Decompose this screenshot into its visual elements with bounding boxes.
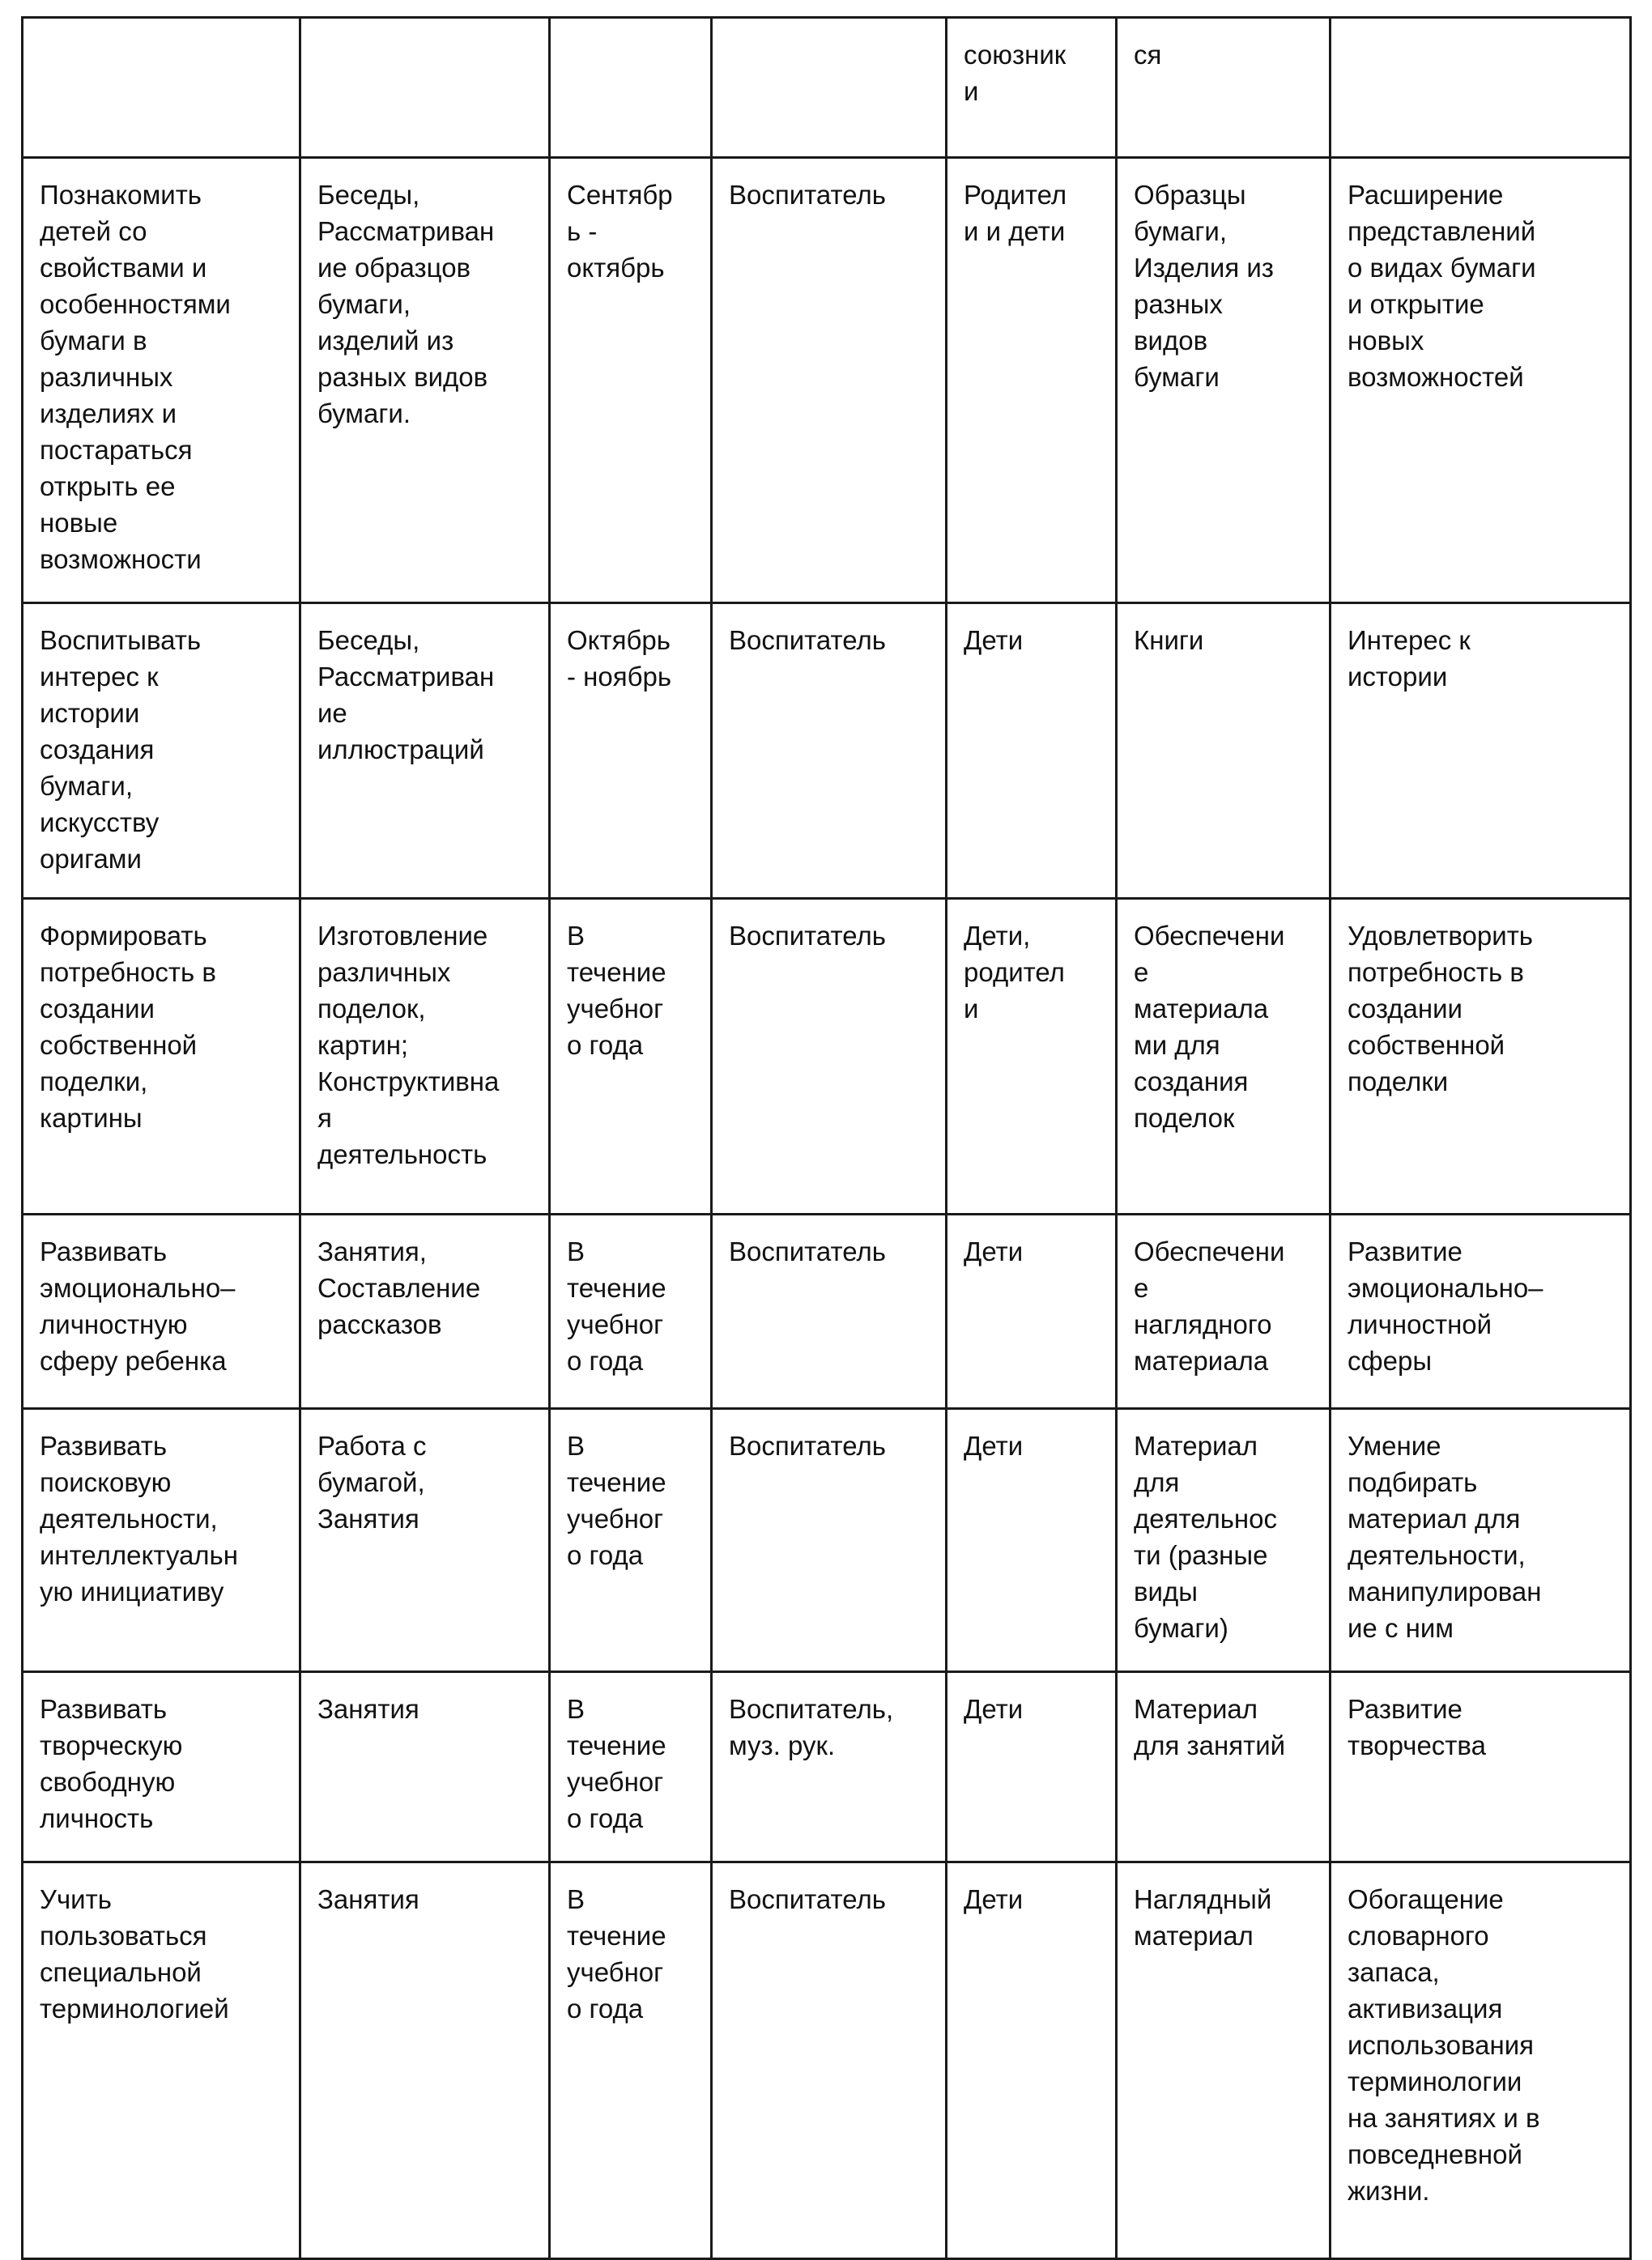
cell-participants: Дети, родител и <box>947 899 1117 1215</box>
cell-task: Познакомить детей со свойствами и особенностями бумаги в различных изделиях и постараться открыть ее новые возможности <box>23 158 300 603</box>
cell-header-resources: ся <box>1117 18 1331 158</box>
cell-participants: Дети <box>947 1409 1117 1672</box>
cell-resources: Материал для занятий <box>1117 1672 1331 1862</box>
cell-result: Развитие эмоционально– личностной сферы <box>1331 1215 1631 1409</box>
cell-participants: Дети <box>947 603 1117 899</box>
cell-responsible: Воспитатель <box>712 1862 947 2259</box>
cell-task: Развивать эмоционально– личностную сферу ребенка <box>23 1215 300 1409</box>
cell-responsible: Воспитатель, муз. рук. <box>712 1672 947 1862</box>
scanned-page <box>21 0 1631 2225</box>
table-row-continued-header <box>23 18 1631 158</box>
cell-resources: Обеспечени е материала ми для создания поделок <box>1117 899 1331 1215</box>
cell-period: В течение учебног о года <box>550 1862 712 2259</box>
cell-participants: Дети <box>947 1862 1117 2259</box>
cell-task: Учить пользоваться специальной терминологией <box>23 1862 300 2259</box>
cell-resources: Наглядный материал <box>1117 1862 1331 2259</box>
cell-resources: Обеспечени е наглядного материала <box>1117 1215 1331 1409</box>
cell-result: Развитие творчества <box>1331 1672 1631 1862</box>
cell-participants: Дети <box>947 1215 1117 1409</box>
cell-responsible: Воспитатель <box>712 158 947 603</box>
table-row <box>23 158 1631 603</box>
cell-result: Расширение представлений о видах бумаги и открытие новых возможностей <box>1331 158 1631 603</box>
cell-result: Обогащение словарного запаса, активизация использования терминологии на занятиях и в повседневной жизни. <box>1331 1862 1631 2259</box>
cell-header-3 <box>550 18 712 158</box>
table-row <box>23 1862 1631 2259</box>
cell-task: Развивать творческую свободную личность <box>23 1672 300 1862</box>
cell-resources: Образцы бумаги, Изделия из разных видов бумаги <box>1117 158 1331 603</box>
cell-resources: Книги <box>1117 603 1331 899</box>
cell-header-participants: союзник и <box>947 18 1117 158</box>
cell-period: В течение учебног о года <box>550 1672 712 1862</box>
cell-header-4 <box>712 18 947 158</box>
cell-form: Работа с бумагой, Занятия <box>300 1409 550 1672</box>
cell-form: Занятия <box>300 1672 550 1862</box>
cell-responsible: Воспитатель <box>712 1409 947 1672</box>
cell-period: В течение учебног о года <box>550 1409 712 1672</box>
cell-task: Воспитывать интерес к истории создания бумаги, искусству оригами <box>23 603 300 899</box>
cell-period: В течение учебног о года <box>550 1215 712 1409</box>
cell-header-7 <box>1331 18 1631 158</box>
cell-responsible: Воспитатель <box>712 899 947 1215</box>
cell-period: Октябрь - ноябрь <box>550 603 712 899</box>
cell-result: Удовлетворить потребность в создании собственной поделки <box>1331 899 1631 1215</box>
cell-responsible: Воспитатель <box>712 1215 947 1409</box>
cell-participants: Родител и и дети <box>947 158 1117 603</box>
table-row <box>23 1215 1631 1409</box>
cell-participants: Дети <box>947 1672 1117 1862</box>
cell-task: Формировать потребность в создании собственной поделки, картины <box>23 899 300 1215</box>
table-row <box>23 1672 1631 1862</box>
cell-form: Занятия, Составление рассказов <box>300 1215 550 1409</box>
cell-task: Развивать поисковую деятельности, интеллектуальн ую инициативу <box>23 1409 300 1672</box>
table-row <box>23 899 1631 1215</box>
cell-period: Сентябр ь - октябрь <box>550 158 712 603</box>
cell-form: Беседы, Рассматриван ие иллюстраций <box>300 603 550 899</box>
table-row <box>23 603 1631 899</box>
cell-period: В течение учебног о года <box>550 899 712 1215</box>
cell-header-1 <box>23 18 300 158</box>
cell-responsible: Воспитатель <box>712 603 947 899</box>
table-row <box>23 1409 1631 1672</box>
cell-form: Занятия <box>300 1862 550 2259</box>
cell-result: Умение подбирать материал для деятельности, манипулирован ие с ним <box>1331 1409 1631 1672</box>
cell-form: Изготовление различных поделок, картин; Конструктивна я деятельность <box>300 899 550 1215</box>
cell-form: Беседы, Рассматриван ие образцов бумаги, изделий из разных видов бумаги. <box>300 158 550 603</box>
work-plan-table <box>21 16 1632 2260</box>
cell-resources: Материал для деятельнос ти (разные виды бумаги) <box>1117 1409 1331 1672</box>
cell-header-2 <box>300 18 550 158</box>
cell-result: Интерес к истории <box>1331 603 1631 899</box>
